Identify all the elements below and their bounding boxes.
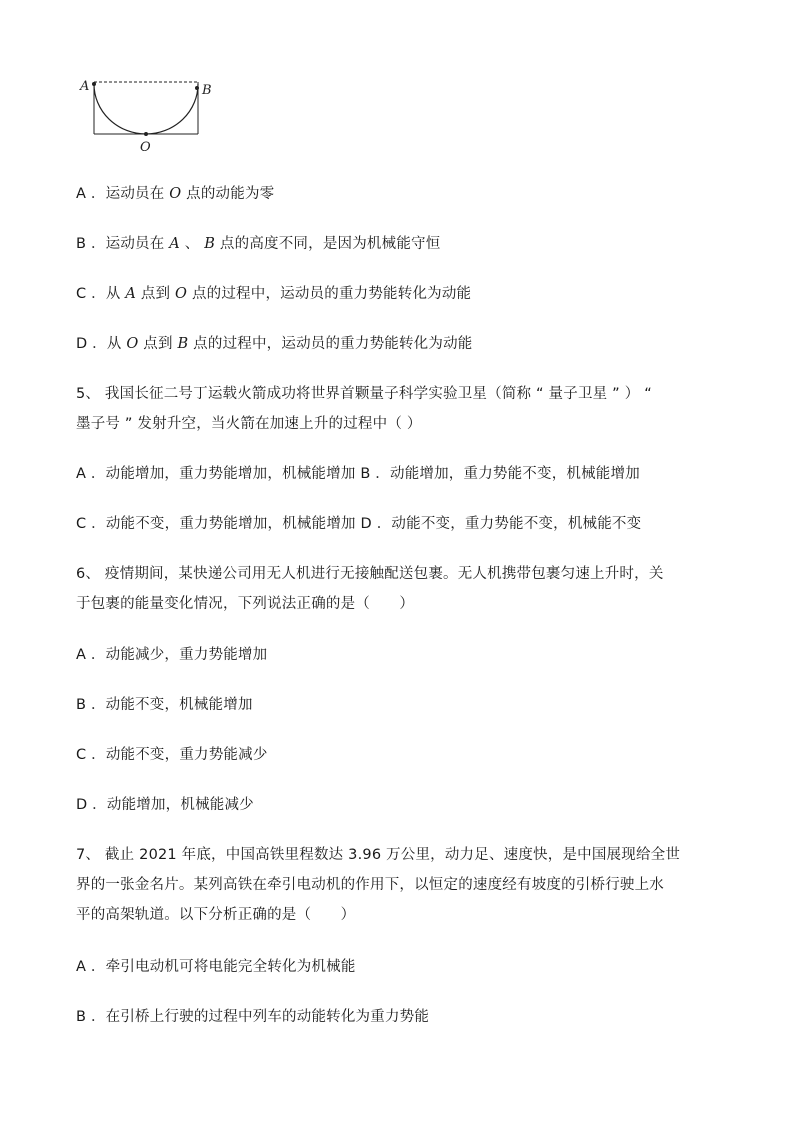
- q4-option-b: B ．运动员在 A 、 B 点的高度不同，是因为机械能守恒: [76, 236, 441, 252]
- q5-options-ab: A ．动能增加，重力势能增加，机械能增加 B ．动能增加，重力势能不变，机械能增加: [76, 466, 640, 482]
- q6-option-d: D ．动能增加，机械能减少: [76, 797, 254, 813]
- q7-stem-line1: 7、 截止 2021 年底，中国高铁里程数达 3.96 万公里，动力足、速度快，是中国展现给全世: [76, 847, 681, 863]
- q7-option-b: B ．在引桥上行驶的过程中列车的动能转化为重力势能: [76, 1009, 430, 1025]
- label-a: A: [80, 79, 90, 94]
- q6-stem-line2: 于包裹的能量变化情况，下列说法正确的是（ ）: [76, 596, 415, 612]
- q4-option-d: D ．从 O 点到 B 点的过程中，运动员的重力势能转化为动能: [76, 336, 473, 352]
- half-pipe-diagram: [74, 76, 224, 158]
- q6-option-b: B ．动能不变，机械能增加: [76, 697, 253, 713]
- q4-option-c: C ．从 A 点到 O 点的过程中，运动员的重力势能转化为动能: [76, 286, 472, 302]
- label-o: O: [140, 140, 151, 155]
- q6-option-c: C ．动能不变，重力势能减少: [76, 747, 268, 763]
- q6-stem-line1: 6、 疫情期间，某快递公司用无人机进行无接触配送包裹。无人机携带包裹匀速上升时，关: [76, 566, 664, 582]
- q5-stem-line2: 墨子号 ” 发射升空，当火箭在加速上升的过程中（ ）: [76, 416, 422, 432]
- q4-option-a: A ．运动员在 O 点的动能为零: [76, 186, 275, 202]
- semicircle-track: [94, 84, 198, 134]
- point-o-dot: [144, 132, 148, 136]
- q7-option-a: A ．牵引电动机可将电能完全转化为机械能: [76, 959, 356, 975]
- q7-stem-line2: 界的一张金名片。某列高铁在牵引电动机的作用下，以恒定的速度经有坡度的引桥行驶上水: [76, 877, 664, 893]
- label-b: B: [202, 83, 212, 98]
- q6-option-a: A ．动能减少，重力势能增加: [76, 647, 268, 663]
- q7-stem-line3: 平的高架轨道。以下分析正确的是（ ）: [76, 907, 356, 923]
- q5-stem-line1: 5、 我国长征二号丁运载火箭成功将世界首颗量子科学实验卫星（简称 “ 量子卫星 ” ） “: [76, 386, 652, 402]
- q5-options-cd: C ．动能不变，重力势能增加，机械能增加 D ．动能不变，重力势能不变，机械能不变: [76, 516, 642, 532]
- point-b-dot: [195, 86, 199, 90]
- point-a-dot: [92, 82, 96, 86]
